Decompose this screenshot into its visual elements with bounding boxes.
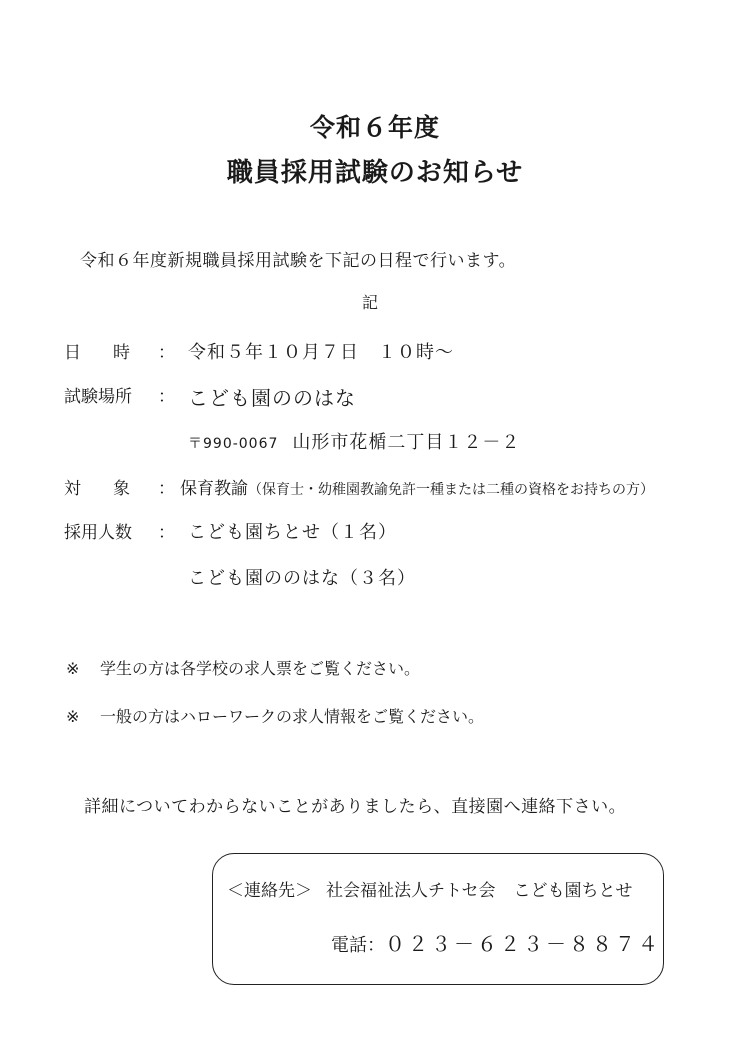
note-students — [66, 656, 420, 679]
target-main: 保育教諭 — [180, 479, 248, 499]
target-value — [180, 474, 654, 499]
phone-number: ０２３－６２３－８８７４ — [385, 932, 661, 956]
venue-value: こども園ののはな — [188, 386, 356, 410]
contact-box — [212, 853, 664, 985]
count-value-1: こども園ちとせ（１名） — [188, 522, 397, 543]
contact-label: ＜連絡先＞ — [227, 881, 312, 901]
notice-title-year: 令和６年度 — [309, 113, 440, 142]
ki-mark: 記 — [362, 293, 379, 312]
target-note: （保育士・幼稚園教諭免許一種または二種の資格をお持ちの方） — [248, 482, 654, 498]
date-label-char-1: 日 — [64, 343, 81, 363]
contact-org: 社会福祉法人チトセ会 — [326, 881, 496, 901]
intro-text: 令和６年度新規職員採用試験を下記の日程で行います。 — [80, 251, 517, 271]
target-colon: ： — [158, 479, 175, 499]
note-mark: ※ — [66, 659, 80, 678]
target-label-char-2: 象 — [113, 479, 130, 499]
notice-title: 職員採用試験のお知らせ — [226, 158, 524, 188]
note-text: 一般の方はハローワークの求人情報をご覧ください。 — [100, 707, 485, 726]
contact-line — [227, 876, 633, 901]
venue-label: 試験場所 — [64, 387, 132, 407]
contact-nursery: こども園ちとせ — [513, 881, 633, 901]
target-label-char-1: 対 — [64, 479, 81, 499]
date-value: 令和５年１０月７日 １０時～ — [188, 342, 454, 363]
date-label-char-2: 時 — [113, 343, 130, 363]
phone-line — [331, 928, 661, 957]
venue-colon: ： — [158, 387, 175, 407]
phone-label: 電話： — [331, 935, 385, 956]
note-general — [66, 704, 484, 727]
street-address: 山形市花楯二丁目１２－２ — [292, 432, 521, 453]
closing-text: 詳細についてわからないことがありましたら、直接園へ連絡下さい。 — [84, 797, 627, 817]
address-line — [188, 428, 520, 454]
date-label — [64, 338, 130, 363]
note-text: 学生の方は各学校の求人票をご覧ください。 — [100, 659, 421, 678]
date-colon: ： — [158, 343, 175, 363]
count-value-2: こども園ののはな（３名） — [188, 568, 416, 589]
target-label — [64, 474, 130, 499]
note-mark: ※ — [66, 707, 80, 726]
count-colon: ： — [158, 523, 175, 543]
count-label: 採用人数 — [64, 523, 132, 543]
postal-code: 〒990-0067 — [188, 436, 279, 452]
